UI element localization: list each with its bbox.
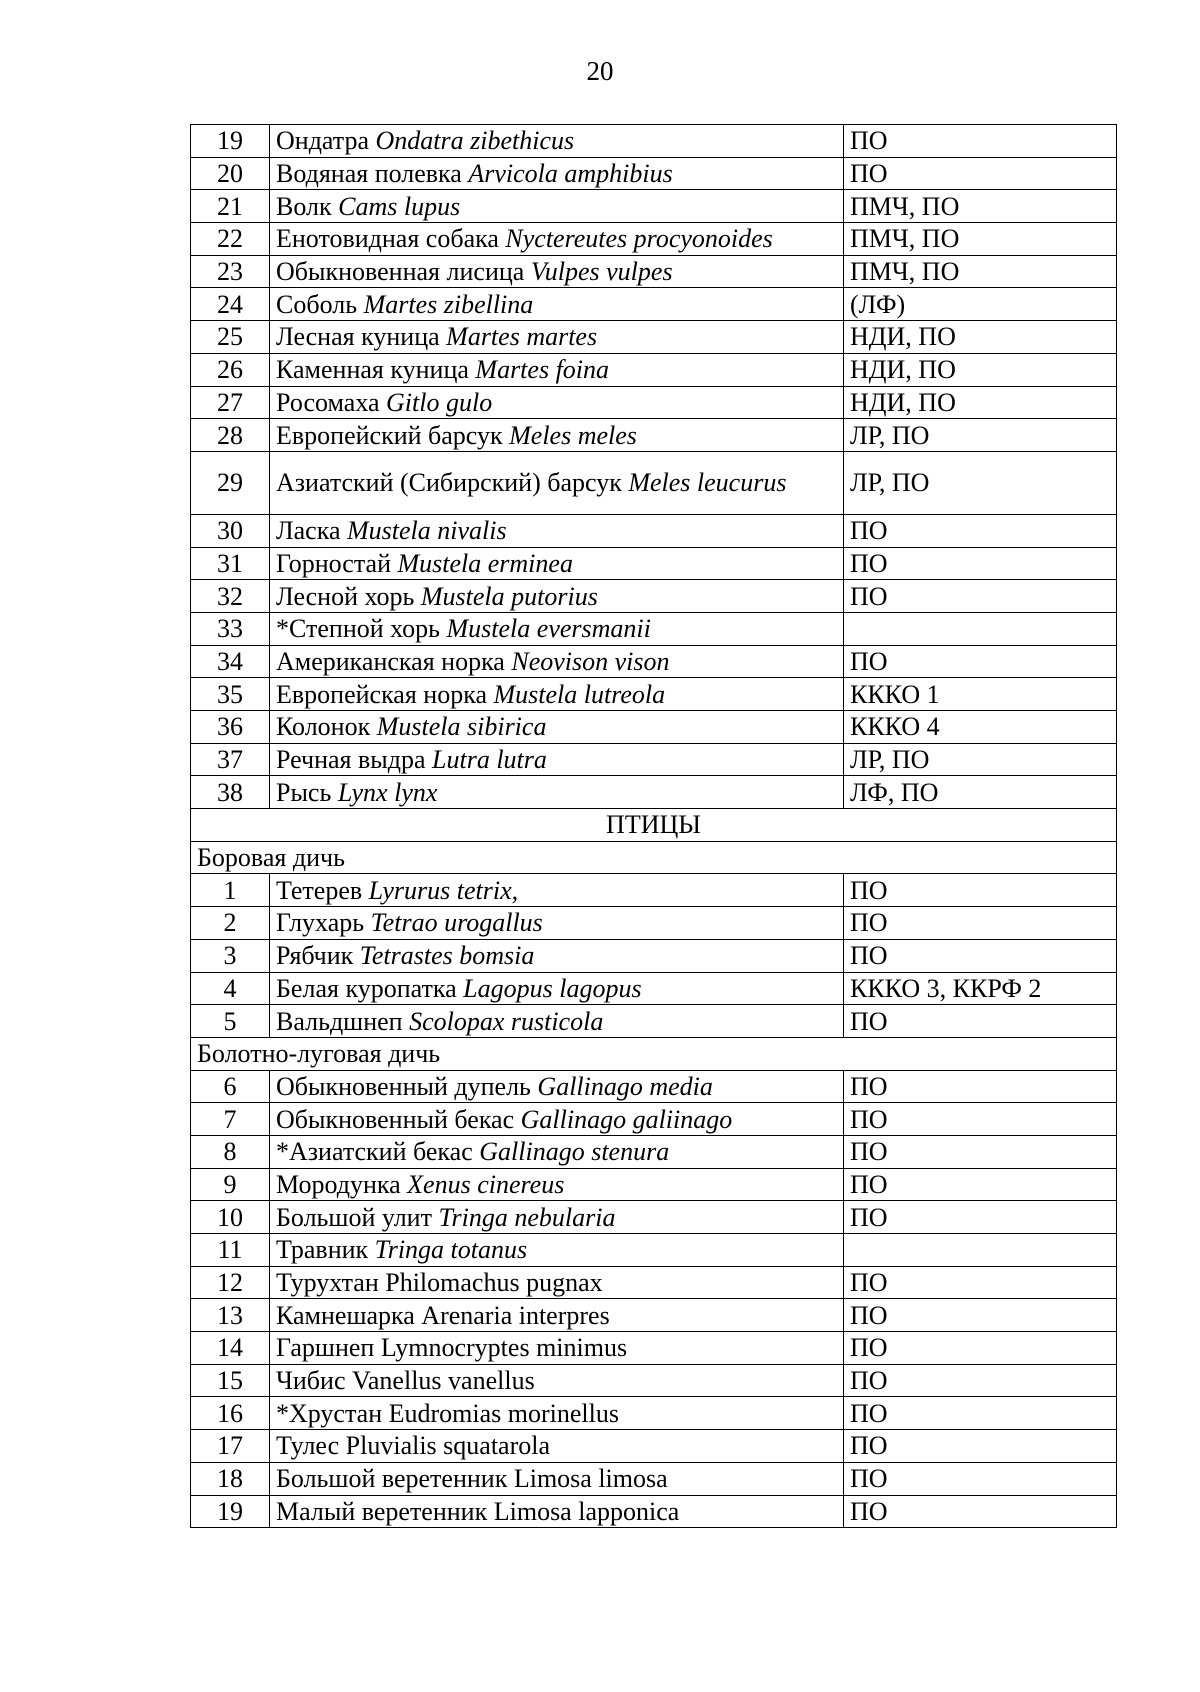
row-number: 34 bbox=[191, 645, 270, 678]
common-name: Волк bbox=[276, 191, 339, 221]
table-row bbox=[191, 1201, 1117, 1234]
row-number: 27 bbox=[191, 386, 270, 419]
common-name: *Хрустан bbox=[276, 1398, 389, 1428]
row-number: 30 bbox=[191, 514, 270, 547]
row-number: 12 bbox=[191, 1266, 270, 1299]
latin-name: Lutra lutra bbox=[432, 745, 547, 775]
protection-status: ПО bbox=[844, 1462, 1117, 1495]
latin-name: Tringa totanus bbox=[374, 1235, 528, 1265]
latin-name: Arenaria interpres bbox=[421, 1300, 610, 1330]
row-number: 19 bbox=[191, 125, 270, 158]
table-row bbox=[191, 1070, 1117, 1103]
row-number: 16 bbox=[191, 1397, 270, 1430]
table-row bbox=[191, 711, 1117, 744]
species-name bbox=[270, 612, 844, 645]
protection-status: ЛР, ПО bbox=[844, 419, 1117, 452]
row-number: 37 bbox=[191, 743, 270, 776]
protection-status: ПО bbox=[844, 1364, 1117, 1397]
species-name bbox=[270, 743, 844, 776]
protection-status: ПО bbox=[844, 1332, 1117, 1365]
protection-status: ПО bbox=[844, 1430, 1117, 1463]
protection-status: ПО bbox=[844, 514, 1117, 547]
table-row bbox=[191, 419, 1117, 452]
species-name bbox=[270, 1299, 844, 1332]
protection-status: ПМЧ, ПО bbox=[844, 255, 1117, 288]
row-number: 3 bbox=[191, 939, 270, 972]
page-number: 20 bbox=[586, 56, 614, 86]
row-number: 5 bbox=[191, 1005, 270, 1038]
table-row bbox=[191, 125, 1117, 158]
protection-status: ПО bbox=[844, 1135, 1117, 1168]
common-name: Горностай bbox=[276, 548, 398, 578]
common-name: Водяная полевка bbox=[276, 159, 469, 189]
latin-name: Gallinago media bbox=[537, 1071, 713, 1101]
group-heading-wetland-game-row bbox=[191, 1037, 1117, 1070]
table-row bbox=[191, 255, 1117, 288]
protection-status: ПО bbox=[844, 907, 1117, 940]
latin-name: Gallinago stenura bbox=[479, 1137, 670, 1167]
table-row bbox=[191, 190, 1117, 223]
table-row bbox=[191, 514, 1117, 547]
common-name: Чибис bbox=[276, 1366, 352, 1396]
protection-status: ЛР, ПО bbox=[844, 451, 1117, 514]
table-row bbox=[191, 386, 1117, 419]
row-number: 31 bbox=[191, 547, 270, 580]
row-number: 28 bbox=[191, 419, 270, 452]
common-name: Вальдшнеп bbox=[276, 1006, 410, 1036]
common-name: Лесной хорь bbox=[276, 581, 421, 611]
protection-status: ПО bbox=[844, 157, 1117, 190]
row-number: 38 bbox=[191, 776, 270, 809]
table-row bbox=[191, 1168, 1117, 1201]
latin-name: Vulpes vulpes bbox=[530, 257, 673, 287]
species-name bbox=[270, 1135, 844, 1168]
species-name bbox=[270, 1168, 844, 1201]
latin-name: Tetrastes bomsia bbox=[359, 941, 535, 971]
table-row bbox=[191, 1135, 1117, 1168]
table-row bbox=[191, 1495, 1117, 1528]
table-row bbox=[191, 1397, 1117, 1430]
protection-status: ПО bbox=[844, 645, 1117, 678]
common-name: Мородунка bbox=[276, 1169, 408, 1199]
common-name: Малый веретенник bbox=[276, 1496, 494, 1526]
common-name: Ласка bbox=[276, 516, 347, 546]
row-number: 36 bbox=[191, 711, 270, 744]
row-number: 26 bbox=[191, 353, 270, 386]
table-row bbox=[191, 612, 1117, 645]
species-name bbox=[270, 321, 844, 354]
latin-name: Meles meles bbox=[509, 420, 637, 450]
species-name bbox=[270, 678, 844, 711]
latin-name: Mustela lutreola bbox=[493, 679, 666, 709]
group-heading-wetland-game: Болотно-луговая дичь bbox=[191, 1037, 1117, 1070]
latin-name: Mustela nivalis bbox=[347, 516, 507, 546]
table-row bbox=[191, 874, 1117, 907]
protection-status: ПО bbox=[844, 580, 1117, 613]
protection-status: ПО bbox=[844, 1005, 1117, 1038]
species-name bbox=[270, 907, 844, 940]
table-row bbox=[191, 1234, 1117, 1267]
row-number: 7 bbox=[191, 1103, 270, 1136]
row-number: 29 bbox=[191, 451, 270, 514]
common-name: Обыкновенный дупель bbox=[276, 1071, 538, 1101]
protection-status: ПО bbox=[844, 1495, 1117, 1528]
protection-status: НДИ, ПО bbox=[844, 321, 1117, 354]
protection-status: ПО bbox=[844, 1266, 1117, 1299]
species-name bbox=[270, 1364, 844, 1397]
row-number: 21 bbox=[191, 190, 270, 223]
common-name: Рысь bbox=[276, 777, 338, 807]
table-row bbox=[191, 288, 1117, 321]
section-heading-birds: ПТИЦЫ bbox=[191, 809, 1117, 842]
species-name bbox=[270, 1201, 844, 1234]
row-number: 10 bbox=[191, 1201, 270, 1234]
protection-status: ЛФ, ПО bbox=[844, 776, 1117, 809]
row-number: 15 bbox=[191, 1364, 270, 1397]
species-name bbox=[270, 255, 844, 288]
species-name bbox=[270, 580, 844, 613]
common-name: Рябчик bbox=[276, 941, 360, 971]
protection-status bbox=[844, 1234, 1117, 1267]
row-number: 11 bbox=[191, 1234, 270, 1267]
latin-name: Martes foina bbox=[475, 355, 610, 385]
species-name bbox=[270, 1103, 844, 1136]
latin-name: Mustela erminea bbox=[397, 548, 573, 578]
latin-name: Gitlo gulo bbox=[386, 387, 493, 417]
protection-status: ПО bbox=[844, 1299, 1117, 1332]
common-name: Большой веретенник bbox=[276, 1464, 514, 1494]
common-name: Речная выдра bbox=[276, 745, 433, 775]
table-row bbox=[191, 972, 1117, 1005]
table-row bbox=[191, 1364, 1117, 1397]
protection-status: ПО bbox=[844, 874, 1117, 907]
common-name: Камнешарка bbox=[276, 1300, 422, 1330]
common-name: Ондатра bbox=[276, 126, 376, 156]
group-heading-upland-game-row bbox=[191, 841, 1117, 874]
common-name: Травник bbox=[276, 1235, 375, 1265]
row-number: 13 bbox=[191, 1299, 270, 1332]
table-row bbox=[191, 1462, 1117, 1495]
row-number: 18 bbox=[191, 1462, 270, 1495]
table-row bbox=[191, 1103, 1117, 1136]
species-table bbox=[190, 124, 1117, 1528]
latin-name: Neovison vison bbox=[511, 646, 670, 676]
table-row bbox=[191, 939, 1117, 972]
protection-status: НДИ, ПО bbox=[844, 353, 1117, 386]
group-heading-upland-game: Боровая дичь bbox=[191, 841, 1117, 874]
latin-name: Limosa limosa bbox=[513, 1464, 668, 1494]
common-name: Тетерев bbox=[276, 875, 369, 905]
protection-status: ПО bbox=[844, 1103, 1117, 1136]
latin-name: Scolopax rusticola bbox=[409, 1006, 604, 1036]
table-row bbox=[191, 1266, 1117, 1299]
latin-name: Tetrao urogallus bbox=[370, 908, 543, 938]
row-number: 4 bbox=[191, 972, 270, 1005]
protection-status: ПМЧ, ПО bbox=[844, 223, 1117, 256]
species-name bbox=[270, 1234, 844, 1267]
common-name: Колонок bbox=[276, 712, 377, 742]
table-row bbox=[191, 1299, 1117, 1332]
species-name bbox=[270, 157, 844, 190]
common-name: Росомаха bbox=[276, 387, 387, 417]
row-number: 20 bbox=[191, 157, 270, 190]
common-name: Европейский барсук bbox=[276, 420, 510, 450]
latin-name: Meles leucurus bbox=[628, 468, 787, 498]
row-number: 33 bbox=[191, 612, 270, 645]
species-name bbox=[270, 190, 844, 223]
row-number: 1 bbox=[191, 874, 270, 907]
latin-name: Philomachus pugnax bbox=[385, 1268, 603, 1298]
table-row bbox=[191, 907, 1117, 940]
latin-name: Martes martes bbox=[446, 322, 598, 352]
table-row bbox=[191, 353, 1117, 386]
row-number: 6 bbox=[191, 1070, 270, 1103]
species-name bbox=[270, 451, 844, 514]
protection-status bbox=[844, 612, 1117, 645]
row-number: 17 bbox=[191, 1430, 270, 1463]
common-name: Большой улит bbox=[276, 1202, 439, 1232]
species-name bbox=[270, 223, 844, 256]
protection-status: ПО bbox=[844, 125, 1117, 158]
protection-status: ПО bbox=[844, 1070, 1117, 1103]
table-row bbox=[191, 321, 1117, 354]
common-name: Глухарь bbox=[276, 908, 371, 938]
species-table-body bbox=[191, 125, 1117, 1528]
common-name: Тулес bbox=[276, 1431, 346, 1461]
species-name bbox=[270, 125, 844, 158]
common-name: Обыкновенный бекас bbox=[276, 1104, 521, 1134]
table-row bbox=[191, 157, 1117, 190]
latin-name: Martes zibellina bbox=[363, 289, 534, 319]
species-name bbox=[270, 1266, 844, 1299]
common-name: Американская норка bbox=[276, 646, 512, 676]
species-name bbox=[270, 874, 844, 907]
common-name: Белая куропатка bbox=[276, 973, 464, 1003]
common-name: Европейская норка bbox=[276, 679, 494, 709]
latin-name: Gallinago galiinago bbox=[520, 1104, 733, 1134]
latin-name: Xenus cinereus bbox=[407, 1169, 565, 1199]
species-name bbox=[270, 514, 844, 547]
latin-name: Mustela sibirica bbox=[376, 712, 547, 742]
table-row bbox=[191, 1005, 1117, 1038]
species-name bbox=[270, 288, 844, 321]
species-name bbox=[270, 1430, 844, 1463]
species-name bbox=[270, 1005, 844, 1038]
row-number: 2 bbox=[191, 907, 270, 940]
species-name bbox=[270, 1332, 844, 1365]
table-row bbox=[191, 743, 1117, 776]
species-name bbox=[270, 1397, 844, 1430]
latin-name: Pluvialis squatarola bbox=[345, 1431, 551, 1461]
common-name: Енотовидная собака bbox=[276, 224, 506, 254]
species-name bbox=[270, 972, 844, 1005]
table-row bbox=[191, 776, 1117, 809]
table-row bbox=[191, 451, 1117, 514]
section-heading-birds-row bbox=[191, 809, 1117, 842]
species-name bbox=[270, 1495, 844, 1528]
species-name bbox=[270, 776, 844, 809]
row-number: 25 bbox=[191, 321, 270, 354]
protection-status: КККО 4 bbox=[844, 711, 1117, 744]
latin-name: Ondatra zibethicus bbox=[375, 126, 575, 156]
protection-status: ПО bbox=[844, 939, 1117, 972]
table-row bbox=[191, 678, 1117, 711]
table-row bbox=[191, 645, 1117, 678]
common-name: Гаршнеп bbox=[276, 1333, 381, 1363]
row-number: 35 bbox=[191, 678, 270, 711]
common-name: *Степной хорь bbox=[276, 614, 447, 644]
table-row bbox=[191, 1332, 1117, 1365]
latin-name: Nyctereutes procyonoides bbox=[505, 224, 773, 254]
protection-status: КККО 3, ККРФ 2 bbox=[844, 972, 1117, 1005]
row-number: 8 bbox=[191, 1135, 270, 1168]
latin-name: Mustela eversmanii bbox=[446, 614, 651, 644]
table-row bbox=[191, 223, 1117, 256]
protection-status: ЛР, ПО bbox=[844, 743, 1117, 776]
row-number: 19 bbox=[191, 1495, 270, 1528]
protection-status: ПО bbox=[844, 1201, 1117, 1234]
latin-name: Tringa nebularia bbox=[438, 1202, 616, 1232]
protection-status: ПО bbox=[844, 1397, 1117, 1430]
row-number: 32 bbox=[191, 580, 270, 613]
row-number: 23 bbox=[191, 255, 270, 288]
row-number: 9 bbox=[191, 1168, 270, 1201]
latin-name: Arvicola amphibius bbox=[468, 159, 673, 189]
protection-status: ПМЧ, ПО bbox=[844, 190, 1117, 223]
latin-name: Lyrurus tetrix, bbox=[368, 875, 519, 905]
table-row bbox=[191, 580, 1117, 613]
protection-status: НДИ, ПО bbox=[844, 386, 1117, 419]
table-row bbox=[191, 547, 1117, 580]
row-number: 22 bbox=[191, 223, 270, 256]
species-name bbox=[270, 1070, 844, 1103]
latin-name: Lagopus lagopus bbox=[463, 973, 642, 1003]
common-name: Азиатский (Сибирский) барсук bbox=[276, 468, 629, 498]
species-name bbox=[270, 939, 844, 972]
species-name bbox=[270, 353, 844, 386]
latin-name: Cams lupus bbox=[338, 191, 461, 221]
protection-status: ПО bbox=[844, 547, 1117, 580]
table-row bbox=[191, 1430, 1117, 1463]
species-name bbox=[270, 386, 844, 419]
common-name: Соболь bbox=[276, 289, 364, 319]
species-name bbox=[270, 711, 844, 744]
protection-status: (ЛФ) bbox=[844, 288, 1117, 321]
latin-name: Mustela putorius bbox=[420, 581, 598, 611]
row-number: 24 bbox=[191, 288, 270, 321]
common-name: Турухтан bbox=[276, 1268, 386, 1298]
species-name bbox=[270, 547, 844, 580]
common-name: Обыкновенная лисица bbox=[276, 257, 531, 287]
latin-name: Lymnocryptes minimus bbox=[380, 1333, 628, 1363]
species-name bbox=[270, 419, 844, 452]
species-name bbox=[270, 645, 844, 678]
row-number: 14 bbox=[191, 1332, 270, 1365]
protection-status: ПО bbox=[844, 1168, 1117, 1201]
common-name: Каменная куница bbox=[276, 355, 476, 385]
common-name: *Азиатский бекас bbox=[276, 1137, 480, 1167]
common-name: Лесная куница bbox=[276, 322, 447, 352]
latin-name: Eudromias morinellus bbox=[388, 1398, 619, 1428]
latin-name: Lynx lynx bbox=[337, 777, 438, 807]
protection-status: КККО 1 bbox=[844, 678, 1117, 711]
latin-name: Vanellus vanellus bbox=[352, 1366, 535, 1396]
latin-name: Limosa lapponica bbox=[493, 1496, 680, 1526]
species-name bbox=[270, 1462, 844, 1495]
